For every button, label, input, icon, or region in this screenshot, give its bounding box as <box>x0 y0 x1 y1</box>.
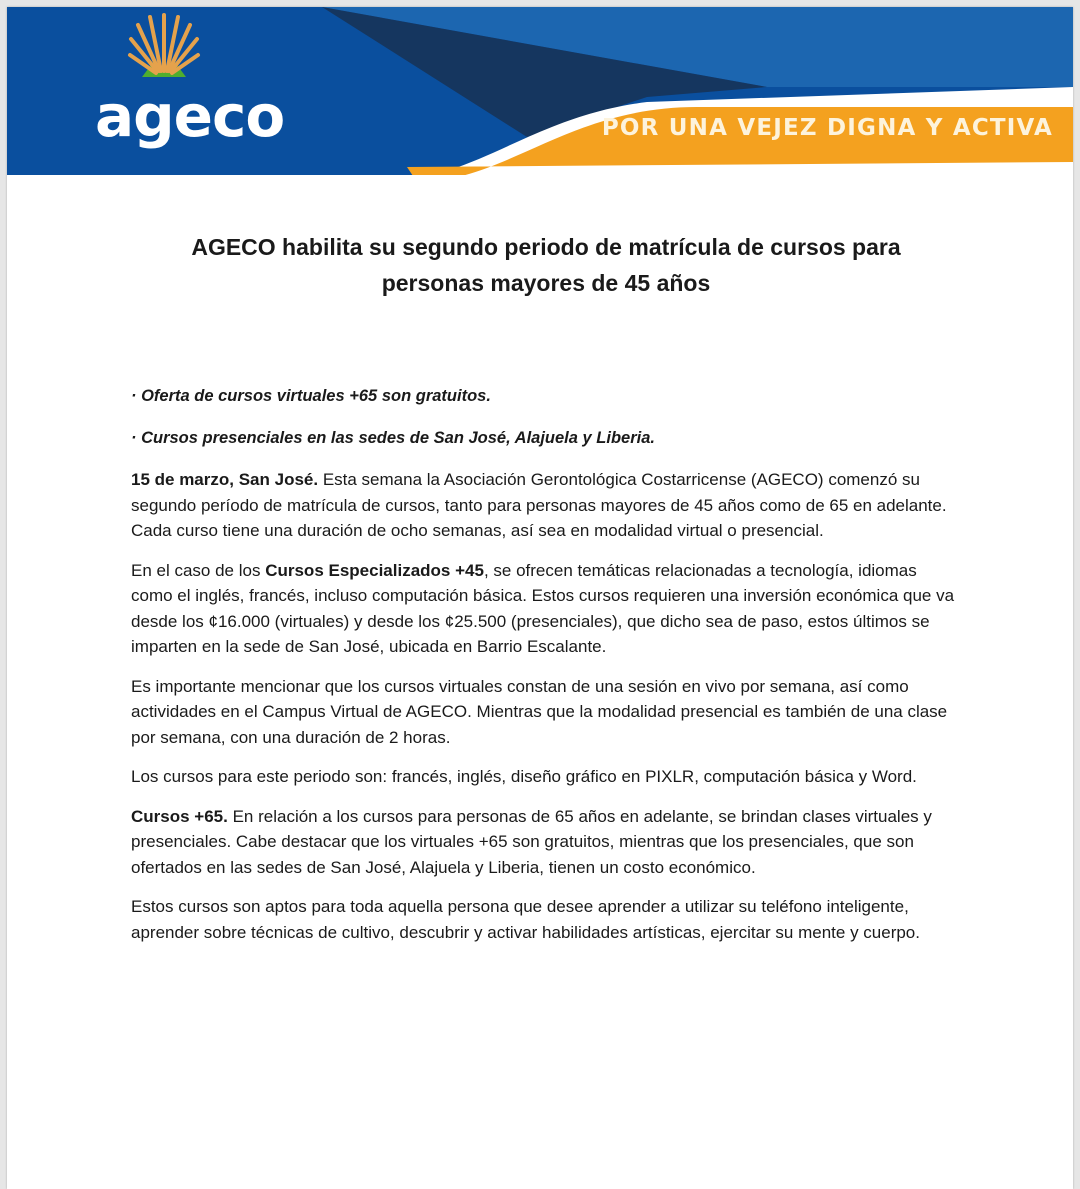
document-page <box>7 7 1073 1189</box>
highlight-item: · Cursos presenciales en las sedes de San José, Alajuela y Liberia. <box>131 429 655 447</box>
paragraph-aptos: Estos cursos son aptos para toda aquella persona que desee aprender a utilizar su teléfono inteligente, aprender sobre técnicas de cultivo, descubrir y activar habilidades artísticas, ejercitar su mente y cuerpo. <box>131 897 920 942</box>
paragraph-text: En relación a los cursos para personas de 65 años en adelante, se brindan clases virtuales y presenciales. Cabe destacar que los virtuales +65 son gratuitos, mientras que los presenciales, que son ofertados en las sedes de San José, Alajuela y Liberia, tienen un costo económico. <box>131 806 932 877</box>
header-banner <box>7 7 1073 182</box>
bold-term: Cursos +65. <box>131 806 228 826</box>
paragraph-cursos-65 <box>131 804 961 881</box>
paragraph-text: Esta semana la Asociación Gerontológica Costarricense (AGECO) comenzó su segundo período de matrícula de cursos, tanto para personas mayores de 45 años como de 65 en adelante. Cada curso tiene una duración de ocho semanas, así sea en modalidad virtual o presencial. <box>131 470 947 540</box>
dateline: 15 de marzo, San José. <box>131 470 319 489</box>
highlight-item: · Oferta de cursos virtuales +65 son gratuitos. <box>131 387 491 405</box>
paragraph-modalidad: Es importante mencionar que los cursos virtuales constan de una sesión en vivo por semana, así como actividades en el Campus Virtual de AGECO. Mientras que la modalidad presencial es también de una clase por semana, con una duración de 2 horas. <box>131 676 948 747</box>
article-body <box>131 229 961 959</box>
paragraph-text: , se ofrecen temáticas relacionadas a tecnología, idiomas como el inglés, francés, incluso computación básica. Estos cursos requieren una inversión económica que va desde los ¢16.000 (virtuales) y desde los ¢25.500 (presenciales), que dicho sea de paso, estos últimos se imparten en la sede de San José, ubicada en Barrio Escalante. <box>131 560 955 656</box>
ageco-logo: ageco <box>95 82 285 150</box>
bold-term: Cursos Especializados +45 <box>265 560 484 580</box>
paragraph-cursos-lista: Los cursos para este periodo son: francés, inglés, diseño gráfico en PIXLR, computación básica y Word. <box>131 767 917 786</box>
article-title: AGECO habilita su segundo periodo de matrícula de cursos para personas mayores de 45 años <box>191 234 901 296</box>
paragraph-dateline <box>131 467 961 544</box>
tagline: POR UNA VEJEZ DIGNA Y ACTIVA <box>601 115 1053 141</box>
paragraph-text: En el caso de los <box>131 560 266 580</box>
paragraph-especializados <box>131 558 961 660</box>
highlights-list <box>131 383 961 451</box>
